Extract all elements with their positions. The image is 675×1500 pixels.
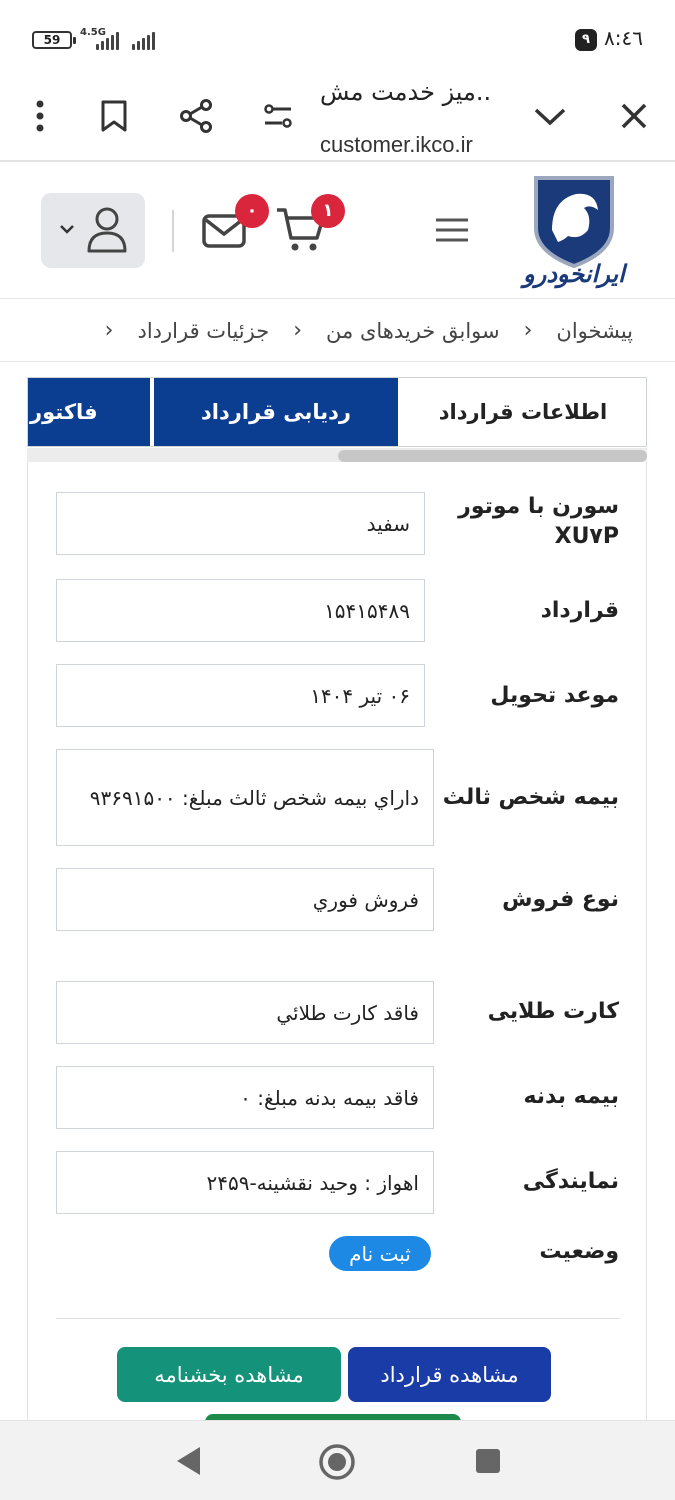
page-url[interactable]: customer.ikco.ir — [320, 132, 473, 157]
agency-label: نمایندگی — [522, 1169, 619, 1194]
notification-icon: ۹ — [575, 29, 597, 51]
body-insurance-field: فاقد بيمه بدنه مبلغ: ۰ — [56, 1066, 434, 1129]
recents-icon[interactable] — [474, 1447, 502, 1475]
gold-card-field: فاقد کارت طلائي — [56, 981, 434, 1044]
chevron-down-icon[interactable] — [528, 94, 572, 138]
messages-count-badge: ۰ — [235, 194, 269, 228]
close-icon[interactable] — [612, 94, 656, 138]
product-label: سورن با موتور XU۷P — [458, 494, 619, 549]
chevron-left-icon: ‹ — [523, 318, 533, 343]
contract-label: قرارداد — [540, 598, 619, 623]
body-insurance-label: بیمه بدنه — [523, 1084, 619, 1109]
network-type: 4.5G — [80, 27, 106, 38]
clock: ۸:٤٦ — [604, 26, 643, 50]
browser-toolbar — [0, 78, 675, 162]
sale-type-field: فروش فوري — [56, 868, 434, 931]
more-options-icon[interactable] — [18, 94, 62, 138]
breadcrumb-contract-details[interactable]: جزئیات قرارداد — [137, 318, 270, 343]
site-header — [0, 164, 675, 299]
status-bar — [0, 0, 675, 78]
cart-count-badge: ۱ — [311, 194, 345, 228]
header-divider — [172, 210, 174, 252]
tab-invoice[interactable]: فاکتور — [28, 378, 150, 446]
signal-icon — [96, 30, 119, 50]
system-navigation-bar — [0, 1420, 675, 1500]
logo-text: ایرانخودرو — [523, 260, 625, 288]
tab-contract-info[interactable]: اطلاعات قرارداد — [400, 378, 646, 446]
contract-number-field: ۱۵۴۱۵۴۸۹ — [56, 579, 425, 642]
battery-indicator: 59 — [32, 31, 72, 49]
chevron-left-icon: ‹ — [104, 318, 114, 343]
home-icon[interactable] — [318, 1443, 356, 1481]
tabs-scrollbar-thumb[interactable] — [338, 450, 647, 462]
agency-field: اهواز : وحيد نقشينه-۲۴۵۹ — [56, 1151, 434, 1214]
bookmark-icon[interactable] — [92, 94, 136, 138]
delivery-label: موعد تحویل — [490, 683, 619, 708]
view-contract-button[interactable]: مشاهده قرارداد — [348, 1347, 551, 1402]
sale-type-label: نوع فروش — [502, 887, 619, 912]
third-party-insurance-label: بیمه شخص ثالث — [442, 785, 619, 810]
page-title: میز خدمت مش.. — [320, 78, 492, 106]
user-icon — [85, 205, 129, 255]
signal-icon-2 — [132, 30, 155, 50]
menu-icon[interactable] — [432, 214, 472, 246]
status-badge: ثبت نام — [329, 1236, 431, 1271]
user-menu-button[interactable] — [41, 193, 145, 268]
gold-card-label: کارت طلایی — [487, 999, 619, 1024]
tab-contract-tracking[interactable]: ردیابی قرارداد — [152, 378, 398, 446]
breadcrumb-dashboard[interactable]: پیشخوان — [556, 318, 633, 343]
breadcrumb — [0, 300, 675, 362]
back-icon[interactable] — [174, 1445, 204, 1477]
product-field: سفید — [56, 492, 425, 555]
breadcrumb-purchase-history[interactable]: سوابق خریدهای من — [326, 318, 500, 343]
contract-tabs — [27, 377, 647, 447]
third-party-insurance-field: داراي بيمه شخص ثالث مبلغ: ۹۳۶۹۱۵۰۰ — [56, 749, 434, 846]
status-label: وضعیت — [539, 1239, 619, 1264]
actions-divider — [56, 1318, 620, 1319]
chevron-down-icon — [59, 223, 75, 235]
view-circular-button[interactable]: مشاهده بخشنامه — [117, 1347, 341, 1402]
chevron-left-icon: ‹ — [293, 318, 303, 343]
site-settings-icon[interactable] — [256, 94, 300, 138]
delivery-date-field: ۰۶ تیر ۱۴۰۴ — [56, 664, 425, 727]
share-icon[interactable] — [174, 94, 218, 138]
